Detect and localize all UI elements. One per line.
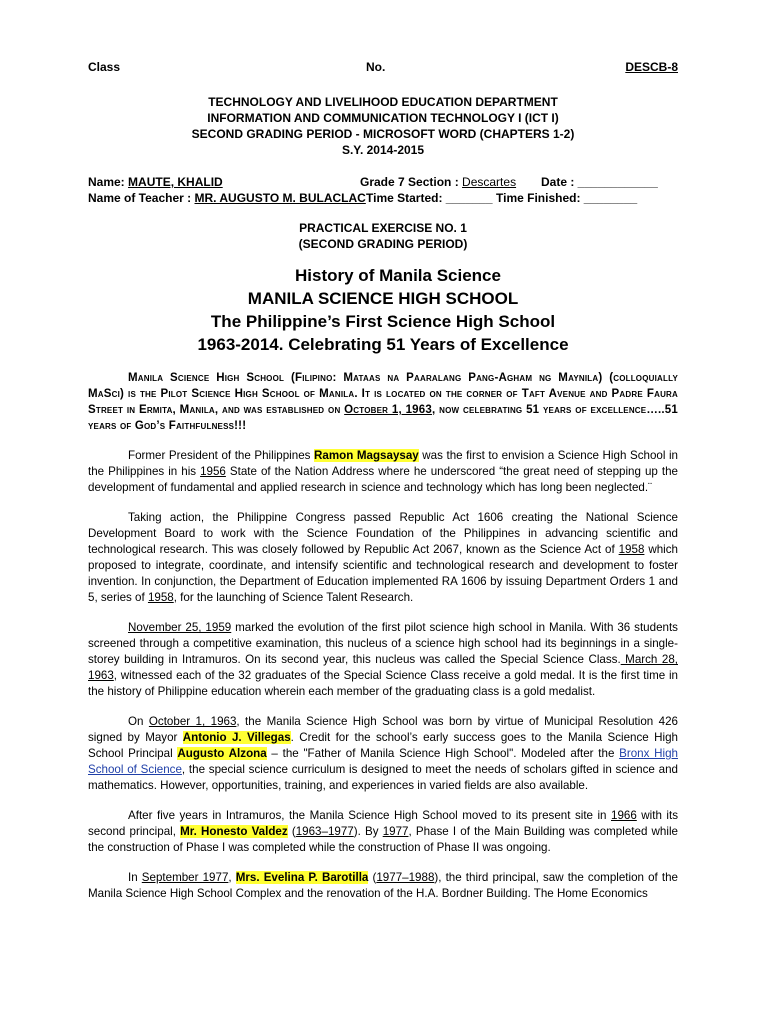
text-run: which proposed to integrate, coordinate, and intensify scientific and technological research and development to foster invention. In conjunction, the Department of Education implemented RA 1606 by issuing Department Orders 1 and 5, series of [88,543,678,604]
grade-section [360,174,516,190]
highlight-name: Augusto Alzona [177,747,267,760]
class-label: Class [88,60,121,74]
year-range: 1963–1977 [295,825,354,838]
text-run: marked the evolution of the first pilot science high school in Manila. With 36 students screened through a competitive examination, this nucleus of a science high school had its beginnings in a single-storey building in Intramuros. On its second year, this nucleus was called the Special Science Class. [88,621,678,666]
text-run: , now celebrating 51 years of excellence…..51 years of God’s Faithfulness!!! [88,404,678,432]
bronx-science-link[interactable]: Bronx High School of Science [88,747,678,776]
year: 1977 [382,825,409,838]
text-run: was the first to envision a Science High School in the Philippines in his [88,449,678,478]
anniversary-title: 1963-2014. Celebrating 51 Years of Excellence [197,335,569,354]
exercise-heading [88,220,678,252]
intro-paragraph [88,370,678,434]
highlight-name: Mr. Honesto Valdez [180,825,288,838]
date: March 28, 1963 [88,653,678,682]
founding-paragraph [88,714,678,794]
text-run: After five years in Intramuros, the Manila Science High School moved to its present site in [128,809,611,822]
text-run: . Credit for the school’s early success goes to the Manila Science High School Principal [88,731,678,760]
highlight-name: Antonio J. Villegas [182,731,291,744]
number-label: No. [366,60,386,74]
text-run: Former President of the Philippines [128,449,315,462]
year: 1956 [200,465,226,478]
school-subtitle: The Philippine’s First Science High School [210,312,556,331]
text-run: , the Manila Science High School was born by virtue of Municipal Resolution 426 signed by Mayor [88,715,678,744]
date: September 1977 [141,871,229,884]
exercise-title: PRACTICAL EXERCISE NO. 1 [299,221,467,235]
text-run: Taking action, the Philippine Congress passed Republic Act 1606 creating the National Science Development Board to work with the Science Foundation of the Philippines in advancing scientific and technological research. This was closely followed by Republic Act 2067, known as the Science Act of [88,511,678,556]
text-run: – the "Father of Manila Science High School". Modeled after the [266,747,620,760]
year: 1966 [611,809,637,822]
text-run: ). By [353,825,383,838]
text-run: On [128,715,149,728]
text-run: , Phase I of the Main Building was completed while the construction of Phase I was completed while the construction of Phase II was ongoing. [88,825,678,854]
date: October 1, 1963 [148,715,237,728]
date-field: Date : ____________ [541,175,658,189]
text-run: , witnessed each of the 32 graduates of the Special Science Class receive a gold medal. It is the first time in the history of Philippine education wherein each member of the graduating class is a gold medalist. [88,669,678,698]
student-name [88,174,223,190]
document-titles [88,264,678,356]
header-line: SECOND GRADING PERIOD - MICROSOFT WORD (CHAPTERS 1-2) [191,127,575,141]
header-line: INFORMATION AND COMMUNICATION TECHNOLOGY I (ICT I) [207,111,559,125]
text-run: ( [287,825,296,838]
text-run: ( [368,871,377,884]
congress-paragraph [88,510,678,606]
founding-date: October 1, 1963 [344,404,432,416]
school-title: MANILA SCIENCE HIGH SCHOOL [247,289,519,308]
text-run: , [228,871,236,884]
highlight-name: Mrs. Evelina P. Barotilla [235,871,369,884]
barotilla-paragraph [88,870,678,902]
department-header [88,94,678,158]
header-line: S.Y. 2014-2015 [341,143,425,157]
text-run: , the special science curriculum is designed to meet the needs of scholars gifted in science and mathematics. However, opportunities, training, and experiences in varied fields are also available. [88,763,678,792]
document-page [88,60,678,916]
time-finished-field: Time Finished: ________ [496,191,638,205]
magsaysay-paragraph [88,448,678,496]
exercise-subtitle: (SECOND GRADING PERIOD) [298,237,468,251]
year-range: 1977–1988 [376,871,435,884]
grade-label: Grade 7 Section : [360,175,459,189]
header-line: TECHNOLOGY AND LIVELIHOOD EDUCATION DEPARTMENT [208,95,558,109]
teacher-value: MR. AUGUSTO M. BULACLAC [194,191,366,205]
name-value: MAUTE, KHALID [128,175,223,189]
student-info [88,174,678,208]
text-run: ), the third principal, saw the completion of the Manila Science High School Complex and the renovation of the H.A. Bordner Building. The Home Economics [88,871,679,900]
section-value: Descartes [462,175,517,189]
relocation-paragraph [88,808,678,856]
evolution-paragraph [88,620,678,700]
text-run: , for the launching of Science Talent Research. [173,591,414,604]
text-run: In [128,871,142,884]
name-label: Name: [88,175,125,189]
text-run: Manila Science High School (Filipino: Mataas na Paaralang Pang-Agham ng Maynila) (colloquially MaSci) is the Pilot Science High School of Manila. It is located on the corner of Taft Avenue and Padre Faura Street in Ermita, Manila, and was established on [88,372,678,416]
date: November 25, 1959 [128,621,232,634]
text-run: State of the Nation Address where he underscored “the great need of stepping up the development of fundamental and applied research in science and technology which has long been neglected.¨ [88,465,678,494]
year: 1958 [618,543,645,556]
highlight-name: Ramon Magsaysay [314,449,419,462]
teacher-name [88,190,366,206]
year: 1958 [147,591,174,604]
teacher-label: Name of Teacher : [88,191,192,205]
history-title: History of Manila Science [295,266,501,285]
document-code: DESCB-8 [625,60,678,74]
text-run: with its second principal, [88,809,678,838]
document-top-row [88,60,678,82]
time-started-field: Time Started: _______ [366,191,493,205]
